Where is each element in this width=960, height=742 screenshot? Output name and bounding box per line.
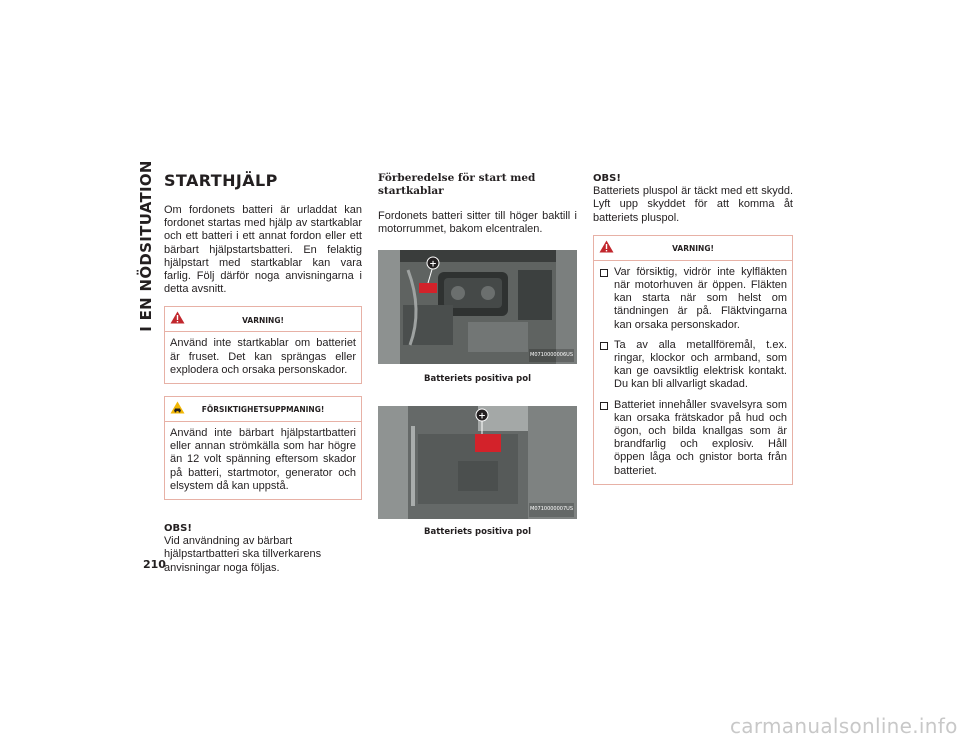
warning-heading: VARNING! (672, 244, 714, 254)
warning-box-header (594, 236, 792, 261)
warning-text: Använd inte startkablar om batteriet är fruset. Det kan sprängas eller explodera och orsaka personskador. (170, 337, 356, 376)
warning-heading: VARNING! (242, 315, 284, 325)
page-number: 210 (143, 558, 166, 571)
list-item: Batteriet innehåller svavelsyra som kan orsaka frätskador på hud och ögon, och bilda knallgas som är brandfarlig och explosiv. Håll öppen låga och gnistor borta från batteriet. (599, 399, 787, 478)
list-item: Ta av alla metallföremål, t.ex. ringar, klockor och armband, som kan ge oavsiktlig elektrisk kontakt. Du kan bli allvarligt skadad. (599, 339, 787, 392)
positive-marker-2: + (478, 411, 486, 422)
note-text: Vid användning av bärbart hjälpstartbatteri ska tillverkarens anvisningar noga följas. (164, 535, 322, 574)
watermark: carmanualsonline.info (730, 714, 958, 738)
note-title: OBS! (593, 173, 621, 184)
image-code: M0710000007US (529, 503, 574, 516)
image-code: M0710000006US (529, 349, 574, 362)
image-caption: Batteriets positiva pol (423, 526, 531, 537)
engine-bay-photo (378, 250, 577, 364)
chapter-side-tab (136, 160, 156, 332)
warning-triangle-icon (599, 240, 614, 253)
warning-box-header (165, 307, 361, 332)
warning-box (164, 306, 362, 384)
column-middle (378, 172, 577, 558)
chapter-title: I EN NÖDSITUATION (137, 160, 155, 332)
column-right (593, 172, 793, 507)
caution-heading: FÖRSIKTIGHETSUPPMANING! (201, 405, 325, 415)
section-title: STARTHJÄLP (164, 171, 278, 190)
positive-marker-1: + (429, 259, 437, 270)
caution-box-header (165, 397, 361, 422)
warning-box (593, 235, 793, 485)
warning-triangle-icon (170, 311, 185, 324)
battery-location-text: Fordonets batteri sitter till höger baktill i motorrummet, bakom elcentralen. (378, 210, 577, 236)
caution-car-icon (170, 401, 185, 414)
caution-text: Använd inte bärbart hjälpstartbatteri eller annan strömkälla som har högre än 12 volt spänning eftersom skador på batteri, startmotor, generator och elsystem då kan uppstå. (170, 427, 356, 492)
list-item: Var försiktig, vidrör inte kylfläkten när motorhuven är öppen. Fläkten kan starta när som helst om tändningen är på. Fläktvingarna kan orsaka personskador. (599, 266, 787, 332)
caution-box (164, 396, 362, 500)
battery-closeup-photo (378, 406, 577, 519)
note-text: Batteriets pluspol är täckt med ett skydd. Lyft upp skyddet för att komma åt batteriets pluspol. (593, 185, 793, 224)
battery-closeup-illustration (378, 406, 577, 519)
engine-bay-illustration (378, 250, 577, 364)
column-left (164, 172, 362, 575)
intro-paragraph: Om fordonets batteri är urladdat kan fordonet startas med hjälp av startkablar och ett batteri i ett annat fordon eller ett bärbart hjälpstartsbatteri. En felaktig hjälpstart med startkablar kan vara farlig. Följ därför noga anvisningarna i detta avsnitt. (164, 204, 362, 296)
note-title: OBS! (164, 523, 192, 535)
subsection-heading: Förberedelse för start med startkablar (378, 172, 536, 197)
warning-list (599, 266, 787, 478)
image-caption: Batteriets positiva pol (423, 374, 531, 385)
